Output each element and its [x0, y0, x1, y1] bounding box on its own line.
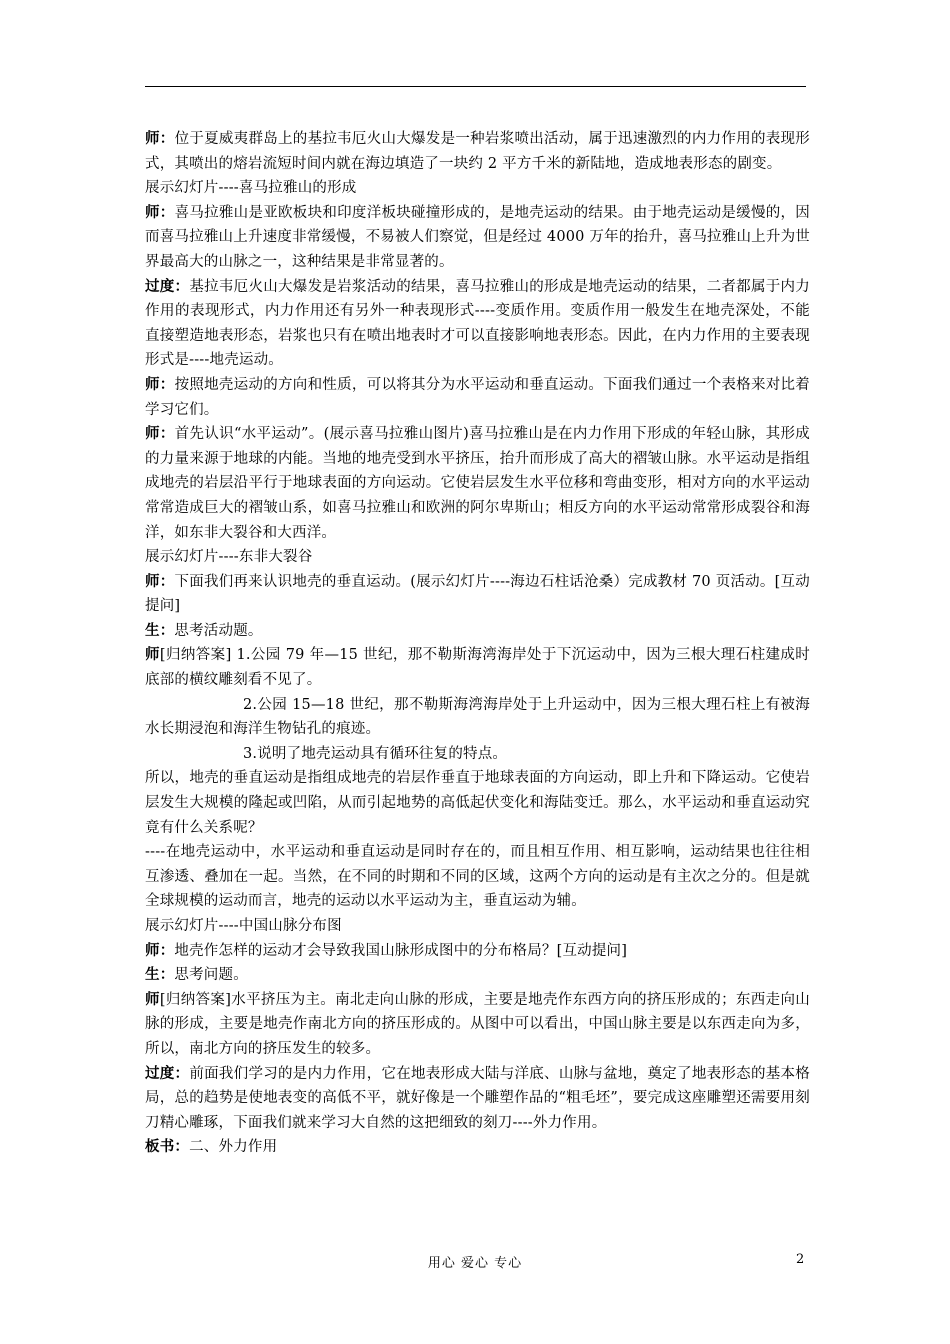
paragraph-text: 位于夏威夷群岛上的基拉韦厄火山大爆发是一种岩浆喷出活动，属于迅速激烈的内力作用的表现形式，其喷出的熔岩流短时间内就在海边填造了一块约 2 平方千米的新陆地，造成地表形态的剧变。 [145, 131, 810, 172]
paragraph-text: 3.说明了地壳运动具有循环往复的特点。 [243, 745, 508, 762]
paragraph [145, 742, 810, 767]
paragraph-text: 下面我们再来认识地壳的垂直运动。(展示幻灯片----海边石柱话沧桑）完成教材 70 页活动。[互动提问] [145, 573, 810, 615]
paragraph [145, 963, 810, 988]
paragraph [145, 275, 810, 373]
speaker-label: 师： [145, 425, 175, 443]
paragraph-text: 喜马拉雅山是亚欧板块和印度洋板块碰撞形成的，是地壳运动的结果。由于地壳运动是缓慢的，因而喜马拉雅山上升速度非常缓慢，不易被人们察觉，但是经过 4000 万年的抬升，喜马拉雅山上升为世界最高大的山脉之一，这种结果是非常显著的。 [145, 204, 810, 270]
paragraph [145, 643, 810, 692]
speaker-label: 过度： [145, 1064, 190, 1082]
paragraph [145, 1062, 810, 1136]
paragraph [145, 988, 810, 1062]
paragraph-text: 展示幻灯片----东非大裂谷 [145, 549, 313, 566]
paragraph [145, 914, 810, 939]
paragraph [145, 176, 810, 201]
paragraph [145, 1135, 810, 1160]
paragraph-text: 地壳作怎样的运动才会导致我国山脉形成图中的分布格局？[互动提问] [174, 942, 628, 959]
page-number: 2 [796, 1252, 805, 1267]
paragraph [145, 840, 810, 914]
speaker-label: 师： [145, 941, 175, 959]
paragraph [145, 766, 810, 840]
speaker-label: 过度： [145, 277, 190, 295]
paragraph-text: 思考问题。 [174, 967, 248, 984]
paragraph-text: 基拉韦厄火山大爆发是岩浆活动的结果，喜马拉雅山的形成是地壳运动的结果，二者都属于内力作用的表现形式，内力作用还有另外一种表现形式----变质作用。变质作用一般发生在地壳深处，不能直接塑造地表形态，岩浆也只有在喷出地表时才可以直接影响地表形态。因此，在内力作用的主要表现形式是----地壳运动。 [145, 278, 810, 369]
paragraph [145, 939, 810, 964]
footer-motto: 用心 爱心 专心 [427, 1256, 523, 1271]
paragraph-text: 按照地壳运动的方向和性质，可以将其分为水平运动和垂直运动。下面我们通过一个表格来对比着学习它们。 [145, 376, 810, 418]
speaker-label: 生： [145, 621, 175, 639]
paragraph-text: 首先认识“水平运动”。(展示喜马拉雅山图片)喜马拉雅山是在内力作用下形成的年轻山脉，其形成的力量来源于地球的内能。当地的地壳受到水平挤压，抬升而形成了高大的褶皱山脉。水平运动是指组成地壳的岩层沿平行于地球表面的方向运动。它使岩层发生水平位移和弯曲变形，相对方向的水平运动常常造成巨大的褶皱山系，如喜马拉雅山和欧洲的阿尔卑斯山；相反方向的水平运动常常形成裂谷和海洋，如东非大裂谷和大西洋。 [145, 426, 811, 541]
paragraph-text: 前面我们学习的是内力作用，它在地表形成大陆与洋底、山脉与盆地，奠定了地表形态的基本格局，总的趋势是使地表变的高低不平，就好像是一个雕塑作品的“粗毛坯”，要完成这座雕塑还需要用刻刀精心雕琢，下面我们就来学习大自然的这把细致的刻刀----外力作用。 [145, 1065, 810, 1131]
speaker-label: 师： [145, 203, 175, 221]
paragraph-text: 二、外力作用 [189, 1139, 278, 1156]
paragraph-text: [归纳答案] 1.公园 79 年—15 世纪，那不勒斯海湾海岸处于下沉运动中，因为三根大理石柱建成时底部的横纹雕刻看不见了。 [145, 647, 810, 689]
paragraph-text: ----在地壳运动中，水平运动和垂直运动是同时存在的，而且相互作用、相互影响，运动结果也往往相互渗透、叠加在一起。当然，在不同的时期和不同的区域，这两个方向的运动是有主次之分的。但是就全球规模的运动而言，地壳的运动以水平运动为主，垂直运动为辅。 [145, 844, 810, 910]
speaker-label: 师 [145, 990, 160, 1008]
paragraph [145, 545, 810, 570]
speaker-label: 师： [145, 375, 175, 393]
speaker-label: 师： [145, 130, 175, 147]
speaker-label: 生： [145, 966, 175, 984]
speaker-label: 板书： [145, 1138, 190, 1156]
paragraph-text: 思考活动题。 [174, 622, 263, 639]
paragraph [145, 201, 810, 275]
paragraph [145, 570, 810, 619]
paragraph-text: 展示幻灯片----中国山脉分布图 [145, 918, 342, 934]
paragraph-text: [归纳答案]水平挤压为主。南北走向山脉的形成，主要是地壳作东西方向的挤压形成的；东西走向山脉的形成，主要是地壳作南北方向的挤压形成的。从图中可以看出，中国山脉主要是以东西走向为多，所以，南北方向的挤压发生的较多。 [145, 991, 811, 1057]
paragraph-text: 所以，地壳的垂直运动是指组成地壳的岩层作垂直于地球表面的方向运动，即上升和下降运动。它使岩层发生大规模的隆起或凹陷，从而引起地势的高低起伏变化和海陆变迁。那么，水平运动和垂直运动究竟有什么关系呢？ [145, 770, 810, 836]
paragraph-text: 2.公园 15—18 世纪，那不勒斯海湾海岸处于上升运动中，因为三根大理石柱上有被海水长期浸泡和海洋生物钻孔的痕迹。 [145, 696, 810, 738]
document-body [145, 127, 810, 1160]
speaker-label: 师 [145, 646, 160, 664]
paragraph [145, 693, 810, 742]
paragraph [145, 127, 810, 176]
paragraph [145, 619, 810, 644]
header-rule [145, 86, 806, 87]
speaker-label: 师： [145, 572, 175, 590]
paragraph-text: 展示幻灯片----喜马拉雅山的形成 [145, 180, 357, 197]
paragraph [145, 373, 810, 422]
paragraph [145, 422, 810, 545]
